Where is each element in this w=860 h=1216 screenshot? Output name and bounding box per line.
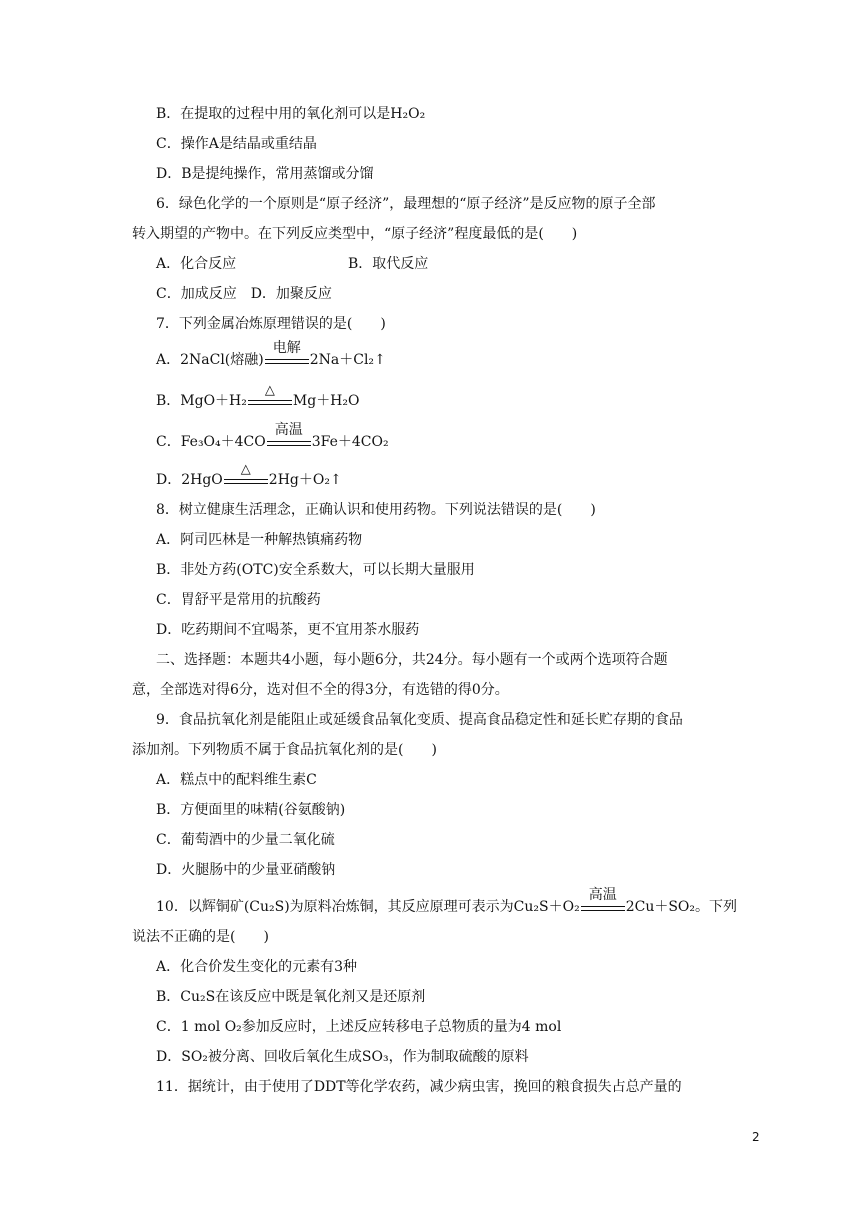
q6-option-a: A．化合反应 <box>156 256 237 272</box>
q9-option-b: B．方便面里的味精(谷氨酸钠) <box>156 802 346 818</box>
reaction-arrow: 高温 <box>580 897 626 917</box>
q10-option-a: A．化合价发生变化的元素有3种 <box>156 959 358 975</box>
q8-option-a: A．阿司匹林是一种解热镇痛药物 <box>156 532 363 548</box>
q11-stem: 11．据统计，由于使用了DDT等化学农药，减少病虫害，挽回的粮食损失占总产量的 <box>156 1079 682 1095</box>
q8-option-c: C．胃舒平是常用的抗酸药 <box>156 592 321 608</box>
q9-option-c: C．葡萄酒中的少量二氧化硫 <box>156 832 335 848</box>
page-number: 2 <box>752 1130 760 1144</box>
q9-stem-line2: 添加剂。下列物质不属于食品抗氧化剂的是( ) <box>132 742 437 758</box>
q8-stem: 8．树立健康生活理念，正确认识和使用药物。下列说法错误的是( ) <box>156 502 596 518</box>
q5-option-c: C．操作A是结晶或重结晶 <box>156 136 317 152</box>
q7-option-c: C．Fe₃O₄＋4CO 高温 3Fe＋4CO₂ <box>156 422 389 450</box>
q9-option-a: A．糕点中的配料维生素C <box>156 772 317 788</box>
q10-option-c: C．1 mol O₂参加反应时，上述反应转移电子总物质的量为4 mol <box>156 1019 562 1035</box>
q10-stem-line1: 10．以辉铜矿(Cu₂S)为原料冶炼铜，其反应原理可表示为Cu₂S＋O₂ 高温 2Cu＋SO₂。下列 <box>156 887 738 915</box>
q7-option-b: B．MgO＋H₂ △ Mg＋H₂O <box>156 383 360 409</box>
q10-option-d: D．SO₂被分离、回收后氧化生成SO₃，作为制取硫酸的原料 <box>156 1049 529 1065</box>
reaction-arrow: △ <box>223 470 269 490</box>
q8-option-d: D．吃药期间不宜喝茶，更不宜用茶水服药 <box>156 622 420 638</box>
q6-option-cd: C．加成反应 D．加聚反应 <box>156 286 332 302</box>
q7-option-d: D．2HgO △ 2Hg＋O₂↑ <box>156 462 342 488</box>
section2-heading-line2: 意，全部选对得6分，选对但不全的得3分，有选错的得0分。 <box>132 682 509 698</box>
q6-option-b: B．取代反应 <box>348 256 429 272</box>
q10-stem-line2: 说法不正确的是( ) <box>132 929 269 945</box>
q6-stem-line1: 6．绿色化学的一个原则是“原子经济”，最理想的“原子经济”是反应物的原子全部 <box>156 196 656 212</box>
q7-option-a: A．2NaCl(熔融) 电解 2Na＋Cl₂↑ <box>156 340 386 368</box>
q5-option-b: B．在提取的过程中用的氧化剂可以是H₂O₂ <box>156 106 426 122</box>
reaction-arrow: △ <box>247 391 293 411</box>
q9-option-d: D．火腿肠中的少量亚硝酸钠 <box>156 862 336 878</box>
q8-option-b: B．非处方药(OTC)安全系数大，可以长期大量服用 <box>156 562 475 578</box>
reaction-arrow: 高温 <box>266 432 312 452</box>
q6-stem-line2: 转入期望的产物中。在下列反应类型中，“原子经济”程度最低的是( ) <box>132 226 578 242</box>
q7-stem: 7．下列金属冶炼原理错误的是( ) <box>156 316 386 332</box>
q9-stem-line1: 9．食品抗氧化剂是能阻止或延缓食品氧化变质、提高食品稳定性和延长贮存期的食品 <box>156 712 683 728</box>
q10-option-b: B．Cu₂S在该反应中既是氧化剂又是还原剂 <box>156 989 426 1005</box>
reaction-arrow: 电解 <box>264 350 310 370</box>
q5-option-d: D．B是提纯操作，常用蒸馏或分馏 <box>156 166 374 182</box>
section2-heading-line1: 二、选择题：本题共4小题，每小题6分，共24分。每小题有一个或两个选项符合题 <box>156 652 668 668</box>
